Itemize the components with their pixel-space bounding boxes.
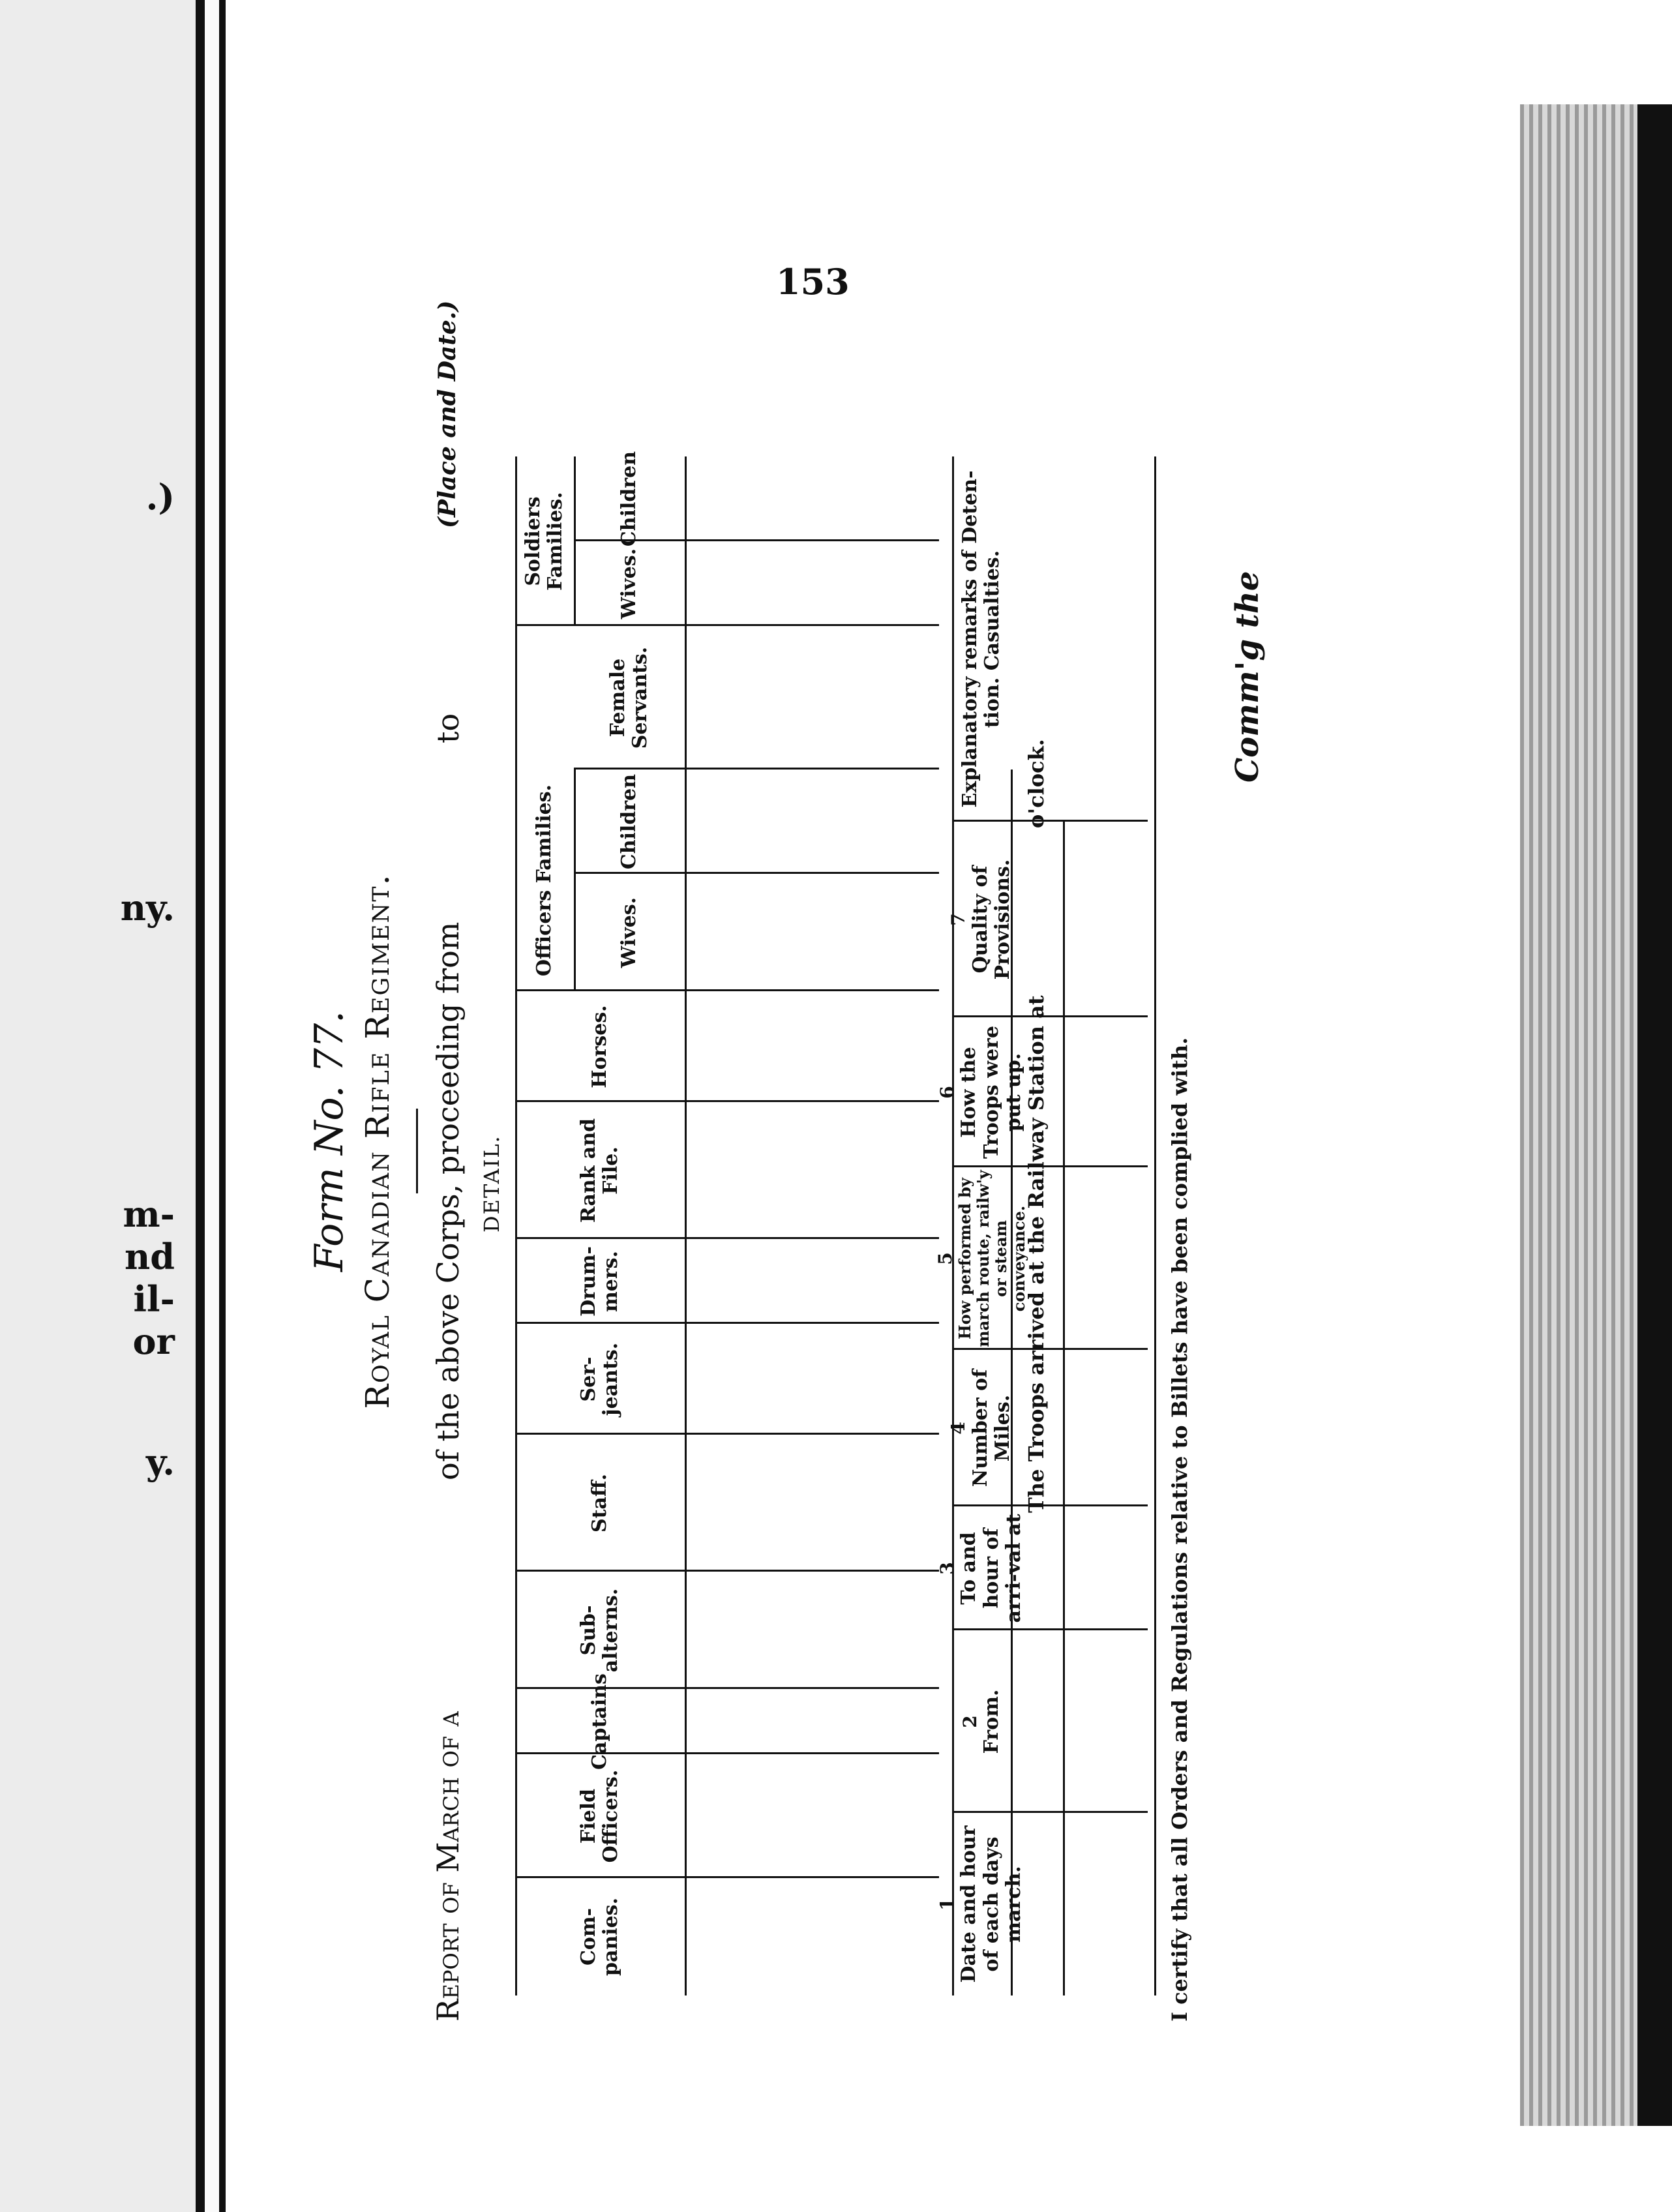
- left-fragment: il-: [133, 1278, 175, 1320]
- proceeding-from: of the above Corps, proceeding from: [430, 921, 466, 1480]
- scan-bottom-margin: [226, 2126, 1672, 2212]
- header-staff: Staff.: [588, 1473, 611, 1533]
- col-label: From.: [979, 1689, 1003, 1754]
- header-sf-wives: Wives.: [617, 548, 640, 620]
- header-captains: Captains: [588, 1673, 611, 1770]
- certification: I certify that all Orders and Regulations relative to Billets have been complied with.: [1167, 1037, 1192, 2022]
- header-sf-children: Children: [617, 451, 640, 547]
- col-label: How the Troops were put up.: [957, 1025, 1026, 1159]
- march-col-3: [936, 1506, 1026, 1630]
- header-rank-and-file: Rank and File.: [576, 1118, 622, 1223]
- header-serjeants: Ser-jeants.: [576, 1342, 622, 1416]
- march-col-5: [934, 1167, 1028, 1350]
- header-drummers: Drum-mers.: [576, 1246, 622, 1317]
- col-number: 1: [936, 1898, 959, 1911]
- march-col-6: [936, 1017, 1026, 1167]
- col-label: Date and hour of each days march.: [957, 1825, 1026, 1983]
- col-label: Explanatory remarks of Deten-tion. Casualties.: [958, 470, 1004, 808]
- march-col-7: [948, 822, 1015, 1017]
- table2-arrival-rule: [1063, 822, 1065, 1995]
- to-label: to: [430, 713, 466, 743]
- col-number: 5: [934, 1252, 956, 1265]
- page-gutter: [205, 0, 226, 2212]
- form-title: Form No. 77.: [306, 1010, 352, 1272]
- header-officers-families: Officers Families.: [532, 784, 556, 977]
- col-number: 3: [936, 1562, 959, 1575]
- left-fragment: nd: [124, 1236, 175, 1278]
- detail-heading: DETAIL.: [479, 1135, 504, 1233]
- col-number: 7: [948, 913, 970, 926]
- signature-line: Comm'g the: [1229, 571, 1266, 783]
- march-col-2: [952, 1630, 1011, 1813]
- arrival-line: The Troops arrived at the Railway Station at: [1024, 995, 1049, 1513]
- col-number: 4: [948, 1422, 970, 1435]
- col-label: To and hour of arri-val at: [957, 1514, 1026, 1623]
- report-of-march: Report of March of a: [430, 1711, 466, 2022]
- left-fragment: .): [145, 476, 175, 518]
- rotated-form: [306, 300, 1278, 2022]
- scan-top-margin: [226, 0, 1672, 98]
- left-fragment: y.: [146, 1441, 175, 1483]
- col-label: Quality of Provisions.: [968, 859, 1015, 980]
- header-female-servants: Female Servants.: [606, 646, 651, 749]
- regiment-name: Royal Canadian Rifle Regiment.: [359, 873, 396, 1409]
- col-number: 6: [936, 1086, 959, 1099]
- header-of-children: Children: [617, 773, 640, 870]
- header-companies: Com-panies.: [576, 1897, 622, 1977]
- page-number: 153: [776, 261, 850, 303]
- col-label: Number of Miles.: [968, 1369, 1015, 1487]
- header-subalterns: Sub-alterns.: [576, 1588, 622, 1673]
- header-field-officers: Field Officers.: [576, 1769, 622, 1863]
- left-fragment: or: [132, 1321, 175, 1362]
- march-col-remarks: [952, 456, 1011, 822]
- left-fragment: m-: [123, 1193, 175, 1235]
- place-and-date: (Place and Date.): [434, 300, 461, 528]
- header-horses: Horses.: [588, 1005, 611, 1088]
- title-rule: [416, 1109, 418, 1193]
- certify-rule: [1154, 456, 1156, 1995]
- header-soldiers-families: Soldiers Families.: [521, 492, 567, 591]
- col-number: 2: [959, 1715, 981, 1728]
- header-of-wives: Wives.: [617, 897, 640, 968]
- scan-border: [1637, 104, 1672, 2132]
- left-fragment: ny.: [120, 887, 175, 929]
- left-page-edge: [0, 0, 205, 2212]
- march-col-4: [948, 1350, 1015, 1506]
- march-col-1: [936, 1813, 1026, 1995]
- col-label: How performed by march route, railw'y or steam conveyance.: [955, 1170, 1028, 1347]
- table1-header-rule: [685, 456, 687, 1995]
- oclock-label: o'clock.: [1024, 739, 1049, 828]
- page-stack-edge: [1520, 104, 1672, 2132]
